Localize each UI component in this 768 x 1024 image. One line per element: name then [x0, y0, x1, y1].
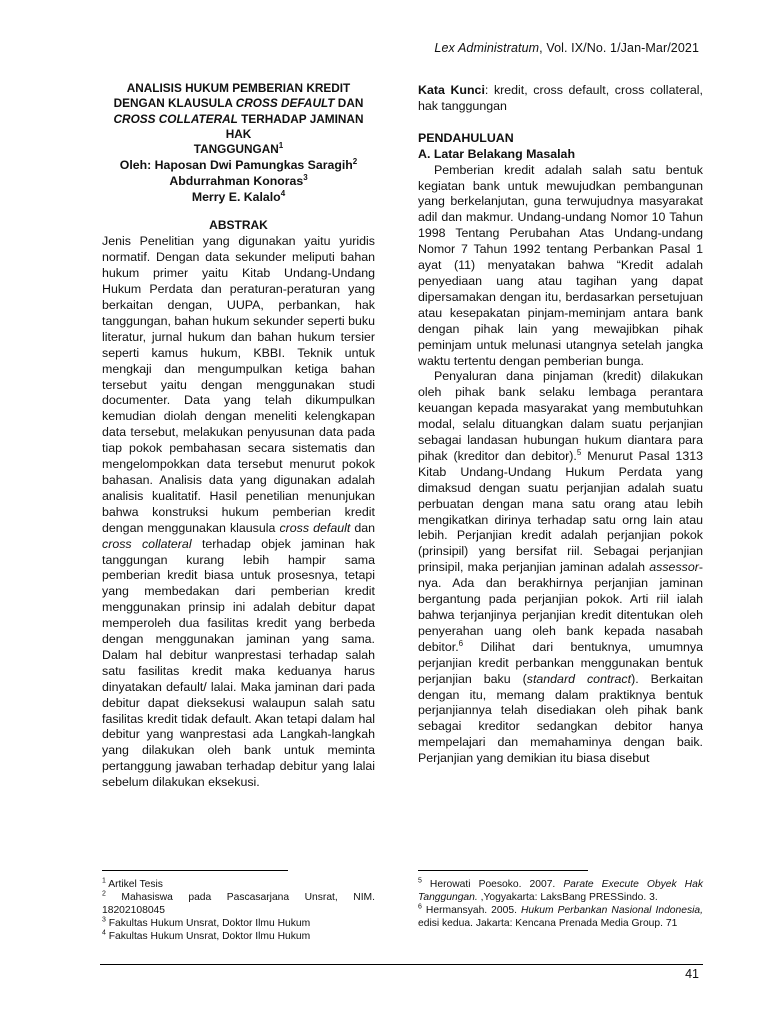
authors — [102, 157, 375, 205]
running-header — [434, 41, 699, 55]
article-title — [102, 81, 375, 157]
journal-volume: , Vol. IX/No. 1/Jan-Mar/2021 — [539, 41, 699, 55]
right-column — [418, 83, 703, 767]
title-italic-cross-collateral: CROSS COLLATERAL — [113, 111, 238, 126]
abstract-text — [102, 234, 375, 791]
footnote-5-num: 5 — [418, 877, 422, 885]
left-column — [102, 81, 375, 791]
footnote-2-num: 2 — [102, 890, 106, 898]
author-2-footnote-ref[interactable]: 3 — [303, 173, 308, 183]
title-footnote-ref[interactable]: 1 — [278, 141, 284, 151]
footnote-1-text: Artikel Tesis — [105, 879, 163, 890]
title-line-2c: DAN — [334, 96, 364, 111]
footnote-4-text: Fakultas Hukum Unsrat, Doktor Ilmu Hukum — [105, 931, 311, 942]
footnote-1-num: 1 — [102, 877, 106, 885]
author-1-footnote-ref[interactable]: 2 — [352, 157, 358, 167]
footnote-2 — [102, 890, 378, 917]
footnote-6 — [418, 904, 703, 930]
title-line-3b: TERHADAP JAMINAN HAK — [225, 111, 364, 141]
abstract-italic-cross-default: cross default — [279, 520, 351, 535]
footnote-4-num: 4 — [102, 929, 106, 937]
footnote-divider-right — [418, 870, 588, 871]
title-line-4: TANGGUNGAN — [193, 142, 279, 157]
keywords-label: Kata Kunci — [418, 83, 485, 97]
footnote-3 — [102, 917, 375, 930]
footnote-1 — [102, 878, 375, 891]
abstract-italic-cross-collateral: cross collateral — [102, 536, 192, 551]
footnote-5-publisher: ,Yogyakarta: LaksBang PRESSindo. 3. — [477, 892, 658, 903]
p2-part-b: Menurut Pasal 1313 Kitab Undang-Undang Hukum Perdata yang dimaksud dengan suatu perjanjian adalah suatu perbuatan dengan mana satu orang atau lebih mengikatkan dirinya terhadap satu orng lain atau lebih. Perjanjian kredit adalah perjanjian pokok (prinsipil) yang bersifat riil. Sebagai perjanjian prinsipil, maka perjanjian jaminan adalah — [418, 448, 703, 575]
abstract-part-c: terhadap objek jaminan hak tanggungan kurang lebih hampir sama pemberian kredit biasa untuk prosesnya, tetapi yang membedakan dari pemberian kredit menggunakan prinsip ini adalah debitur dapat memperoleh dua fasilitas kredit yang berbeda dengan menggunakan jaminan yang sama. Dalam hal debitur wanprestasi terhadap salah satu fasilitas kredit maka keduanya harus dinyatakan default/ lalai. Maka jaminan dari pada debitur dapat dieksekusi walaupun salah satu fasilitas kredit tidak default. Akan tetapi dalam hal debitur yang wanprestasi ada Langkah-langkah yang dilakukan oleh bank untuk meminta pertanggung jawaban terhadap debitur yang lalai sebelum dilakukan eksekusi. — [102, 536, 375, 790]
abstract-part-a: Jenis Penelitian yang digunakan yaitu yuridis normatif. Dengan data sekunder meliputi bahan hukum primer yaitu Kitab Undang-Undang Hukum Perdata dan peraturan-peraturan yang berkaitan dengan, UUPA, perbankan, hak tanggungan, bahan hukum sekunder seperti buku literatur, jurnal hukum dan bahan hukum tersier seperti kamus hukum, KBBI. Teknik untuk mengkaji dan mengumpulkan ketiga bahan tersebut yaitu dengan menggunakan studi documenter. Data yang telah dikumpulkan kemudian diolah dengan meneliti kelengkapan data tersebut, melakukan penyusunan data pada tiap pokok pembahasan secara sistematis dan mengelompokkan data tersebut menurut pokok bahasan. Analisis data yang digunakan adalah analisis kualitatif. Hasil penetilian menunjukan bahwa konstruksi hukum pemberian kredit dengan menggunakan klausula — [102, 234, 375, 535]
footnote-ref-5[interactable]: 5 — [576, 447, 582, 457]
section-heading: PENDAHULUAN — [418, 130, 514, 145]
p2-part-c: -nya. Ada dan berakhirnya perjanjian jaminan bergantung pada perjanjian pokok. Arti riil ialah bahwa terjanjinya perjanjian kredit ditentukan oleh penyerahan uang oleh bank kepada nasabah debitor. — [418, 560, 703, 654]
author-1: Oleh: Haposan Dwi Pamungkas Saragih — [119, 158, 353, 173]
journal-name: Lex Administratum — [434, 41, 540, 55]
p2-italic-assessor: assessor — [649, 560, 699, 575]
footnote-5 — [418, 878, 703, 904]
footnotes-right — [418, 878, 703, 930]
footnote-5-title: Parate Execute Obyek Hak Tanggungan. — [418, 879, 703, 903]
footnote-5-author: Herowati Poesoko. 2007. — [421, 879, 564, 890]
title-line-2a: DENGAN KLAUSULA — [113, 96, 236, 111]
abstract-heading: ABSTRAK — [209, 218, 268, 233]
author-3-footnote-ref[interactable]: 4 — [280, 189, 286, 199]
keywords — [418, 83, 703, 115]
page-number: 41 — [685, 967, 699, 981]
title-line-1: ANALISIS HUKUM PEMBERIAN KREDIT — [126, 81, 351, 95]
footnote-2-text: Mahasiswa pada Pascasarjana Unsrat, NIM. 18202108045 — [102, 892, 378, 916]
footnote-divider-left — [102, 870, 288, 871]
page-bottom-rule — [100, 964, 703, 965]
abstract-part-b: dan — [350, 520, 376, 535]
footnote-4 — [102, 930, 375, 943]
body-paragraph-2 — [418, 369, 703, 767]
p2-italic-standard-contract: standard contract — [526, 671, 632, 686]
footnote-6-author: Hermansyah. 2005. — [421, 905, 521, 916]
keywords-text: : kredit, cross default, cross collateral, hak tanggungan — [418, 83, 704, 113]
author-2: Abdurrahman Konoras — [169, 174, 304, 189]
footnote-6-num: 6 — [418, 903, 422, 911]
footnote-3-text: Fakultas Hukum Unsrat, Doktor Ilmu Hukum — [105, 918, 311, 929]
author-3: Merry E. Kalalo — [191, 190, 281, 205]
p2-part-d: Dilihat dari bentuknya, umumnya perjanjian kredit perbankan menggunakan bentuk perjanjian baku ( — [418, 639, 703, 686]
p2-part-e: ). Berkaitan dengan itu, memang dalam praktiknya bentuk perjanjiannya telah disediakan oleh pihak bank sebagai kreditor sedangkan debitor hanya mempelajari dan memahaminya dengan baik. Perjanjian yang demikian itu biasa disebut — [418, 671, 703, 766]
p2-part-a: Penyaluran dana pinjaman (kredit) dilakukan oleh pihak bank selaku lembaga perantara keuangan kepada masyarakat yang membutuhkan modal, selalu dituangkan dalam suatu perjanjian sebagai landasan hubungan hukum diantara para pihak (kreditor dan debitor). — [418, 369, 703, 463]
footnote-6-publisher: edisi kedua. Jakarta: Kencana Prenada Media Group. 71 — [418, 918, 678, 929]
footnotes-left — [102, 877, 378, 943]
subsection-heading: A. Latar Belakang Masalah — [418, 146, 576, 161]
footnote-ref-6[interactable]: 6 — [458, 638, 464, 648]
body-paragraph-1: Pemberian kredit adalah salah satu bentuk kegiatan bank untuk mewujudkan pembangunan yang berkelanjutan, guna terwujudnya masyarakat adil dan makmur. Undang-undang Nomor 10 Tahun 1998 Tentang Perubahan Atas Undang-undang Nomor 7 Tahun 1992 tentang Perbankan Pasal 1 ayat (11) menyatakan bahwa “Kredit adalah penyediaan uang atau tagihan yang dapat dipersamakan dengan itu, berdasarkan persetujuan atau kesepakatan pinjam-meminjam antara bank dengan pihak lain yang mewajibkan pihak peminjam untuk melunasi utangnya setelah jangka waktu tertentu dengan pemberian bunga. — [418, 162, 703, 368]
footnote-6-title: Hukum Perbankan Nasional Indonesia, — [520, 905, 703, 916]
title-italic-cross-default: CROSS DEFAULT — [235, 96, 335, 111]
footnote-3-num: 3 — [102, 916, 106, 924]
